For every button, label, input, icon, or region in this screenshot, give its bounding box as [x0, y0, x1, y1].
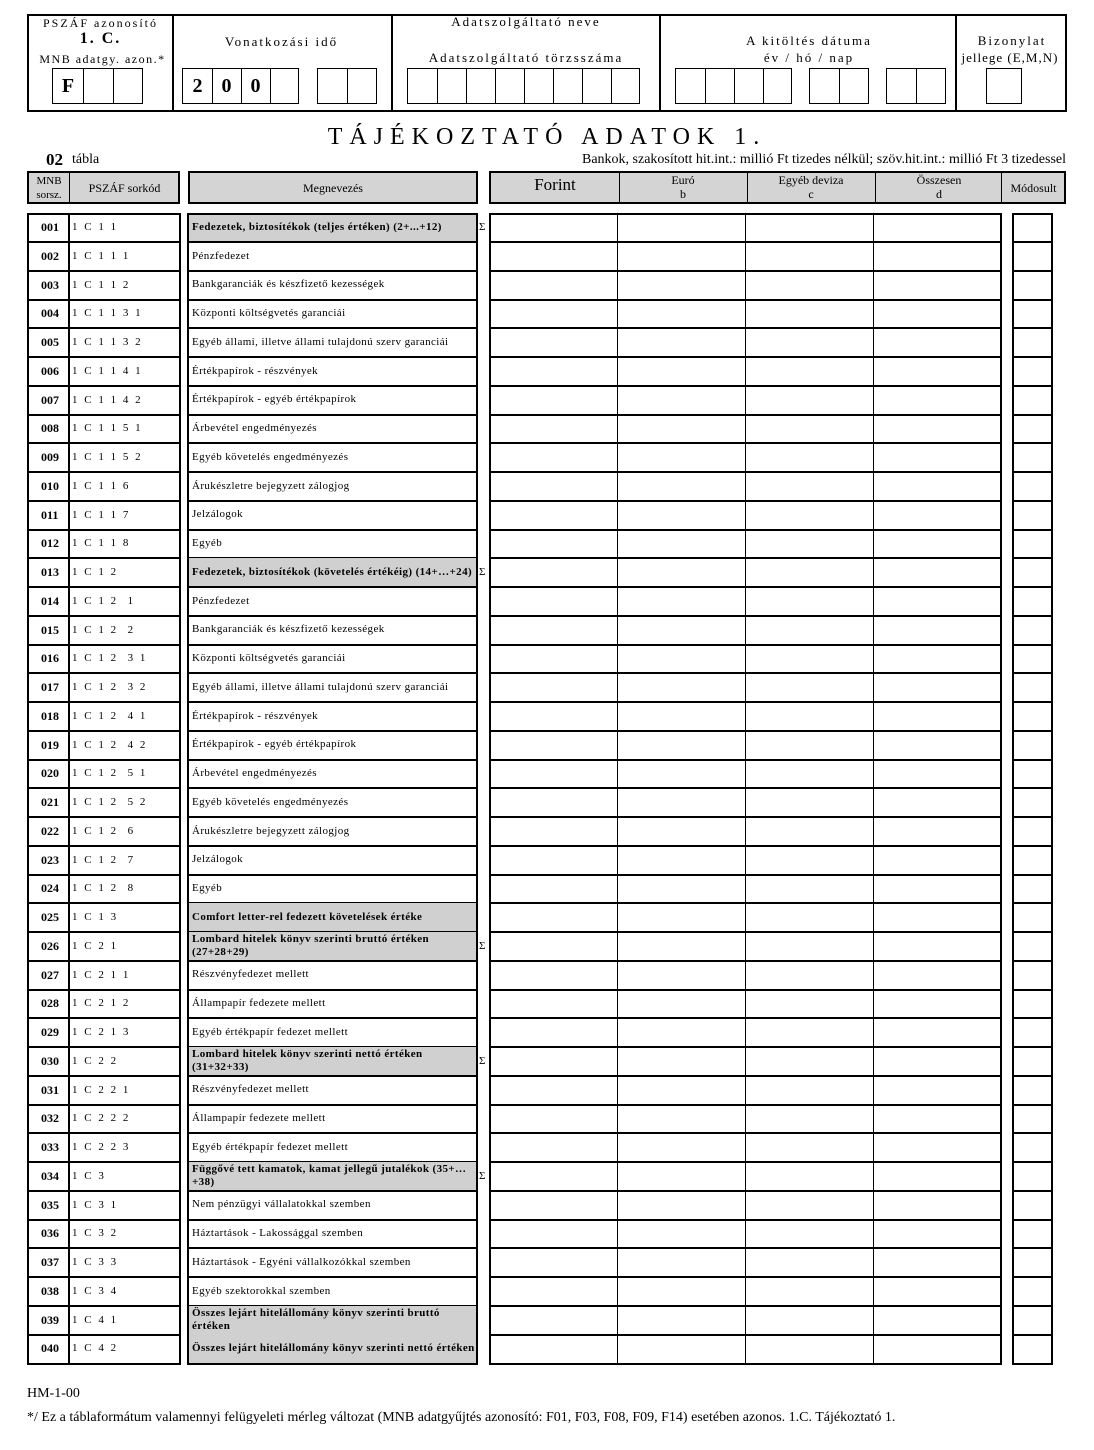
mnb-label: MNB adatgy. azon.* — [39, 52, 166, 66]
row-mnb-number: 028 — [41, 996, 59, 1011]
row-pszaf-code: 1 C 1 2 4 1 — [72, 709, 148, 722]
fill-date-label: A kitöltés dátuma — [746, 33, 872, 48]
row-pszaf-code: 1 C 2 2 3 — [72, 1141, 131, 1153]
row-mnb-number: 036 — [41, 1226, 59, 1241]
row-mnb-number: 009 — [41, 450, 59, 464]
doc-type-field[interactable] — [986, 68, 1022, 104]
row-mnb-number: 017 — [41, 680, 59, 694]
doc-type-sub: jellege (E,M,N) — [961, 50, 1059, 65]
row-mnb-number: 033 — [41, 1140, 59, 1154]
row-mnb-number: 039 — [41, 1312, 59, 1327]
row-mnb-number: 008 — [41, 421, 59, 436]
row-pszaf-code: 1 C 1 2 2 — [72, 623, 136, 636]
row-mnb-number: 012 — [41, 536, 59, 551]
row-mnb-number: 020 — [41, 766, 59, 781]
mnb-code-field[interactable] — [52, 68, 143, 104]
row-name-text: Árukészletre bejegyzett zálogjog — [192, 479, 350, 492]
row-mnb-number: 026 — [41, 938, 59, 953]
row-mnb-number: 021 — [41, 795, 59, 809]
row-name-text: Jelzálogok — [192, 853, 244, 866]
row-name-text: Bankgaranciák és készfizető kezességek — [192, 278, 385, 291]
doc-type-label: Bizonylat — [977, 33, 1047, 48]
footnote: */ Ez a táblaformátum valamennyi felügyeleti mérleg változat (MNB adatgyűjtés azonosító: F01, F03, F08, F09, F14) esetében azonos. 1.C. Tájékoztató 1. — [27, 1410, 896, 1425]
period-label: Vonatkozási idő — [224, 34, 339, 49]
sum-icon: Σ — [479, 939, 486, 952]
form-id: HM-1-00 — [27, 1386, 80, 1401]
col-header-modified: Módosult — [1010, 180, 1057, 195]
row-pszaf-code: 1 C 3 3 — [72, 1256, 119, 1268]
row-pszaf-code: 1 C 1 2 3 2 — [72, 681, 148, 693]
row-mnb-number: 030 — [41, 1053, 59, 1068]
row-pszaf-code: 1 C 1 1 3 2 — [72, 336, 143, 348]
period-digit-1: 2 — [192, 74, 203, 97]
col-header-other-sub: c — [808, 187, 814, 201]
row-pszaf-code: 1 C 1 2 3 1 — [72, 652, 148, 665]
col-header-mnb-sub: sorsz. — [36, 189, 62, 201]
row-mnb-number: 038 — [41, 1283, 59, 1298]
row-mnb-number: 040 — [41, 1341, 59, 1356]
row-pszaf-code: 1 C 1 1 1 — [72, 249, 131, 262]
row-name-text: Egyéb szektorokkal szemben — [192, 1284, 331, 1297]
col-header-total-sub: d — [936, 187, 942, 201]
row-mnb-number: 001 — [41, 220, 59, 234]
row-mnb-number: 002 — [41, 248, 59, 263]
col-header-pszaf: PSZÁF sorkód — [88, 180, 161, 195]
row-name-text: Bankgaranciák és készfizető kezességek — [192, 623, 385, 636]
row-mnb-number: 014 — [41, 593, 59, 608]
period-month-field[interactable] — [317, 68, 377, 104]
row-pszaf-code: 1 C 2 1 — [72, 939, 119, 952]
col-header-other-currency: Egyéb deviza — [778, 173, 844, 187]
row-mnb-number: 022 — [41, 823, 59, 838]
row-mnb-number: 004 — [41, 306, 59, 321]
row-pszaf-code: 1 C 1 2 6 — [72, 824, 136, 837]
row-pszaf-code: 1 C 1 1 8 — [72, 537, 131, 550]
row-mnb-number: 032 — [41, 1111, 59, 1126]
row-mnb-number: 016 — [41, 651, 59, 666]
row-mnb-number: 015 — [41, 622, 59, 637]
sum-icon: Σ — [479, 1169, 486, 1182]
fill-day-field[interactable] — [886, 68, 946, 104]
row-mnb-number: 031 — [41, 1082, 59, 1097]
row-name-text: Pénzfedezet — [192, 249, 250, 262]
row-pszaf-code: 1 C 1 1 — [72, 221, 119, 233]
sum-icon: Σ — [479, 566, 486, 578]
provider-id-field[interactable] — [407, 68, 640, 104]
row-name-text: Lombard hitelek könyv szerinti bruttó értéken (27+28+29) — [192, 933, 430, 959]
row-mnb-number: 013 — [41, 565, 59, 579]
row-mnb-number: 003 — [41, 277, 59, 292]
row-pszaf-code: 1 C 2 2 2 — [72, 1112, 131, 1125]
row-pszaf-code: 1 C 4 2 — [72, 1342, 119, 1355]
row-name-text: Központi költségvetés garanciái — [192, 652, 346, 665]
col-header-forint: Forint — [534, 175, 576, 194]
pszaf-label: PSZÁF azonosító — [42, 16, 158, 30]
col-header-mnb: MNB — [36, 175, 62, 187]
data-table — [27, 213, 1067, 1365]
row-pszaf-code: 1 C 4 1 — [72, 1313, 119, 1326]
row-pszaf-code: 1 C 1 2 5 2 — [72, 796, 148, 808]
row-pszaf-code: 1 C 2 1 2 — [72, 997, 131, 1010]
row-mnb-number: 018 — [41, 708, 59, 723]
row-name-text: Háztartások - Egyéni vállalkozókkal szemben — [192, 1255, 411, 1268]
row-mnb-number: 007 — [41, 392, 59, 407]
row-pszaf-code: 1 C 1 1 4 1 — [72, 364, 143, 377]
report-header — [27, 14, 1067, 112]
sum-icon: Σ — [479, 221, 486, 233]
row-name-text: Értékpapírok - egyéb értékpapírok — [192, 393, 357, 406]
page-title: TÁJÉKOZTATÓ ADATOK 1. — [327, 124, 767, 150]
row-pszaf-code: 1 C 1 1 7 — [72, 508, 131, 521]
row-mnb-number: 035 — [41, 1197, 59, 1212]
row-pszaf-code: 1 C 3 — [72, 1169, 106, 1182]
row-name-text: Központi költségvetés garanciái — [192, 307, 346, 320]
row-name-text: Összes lejárt hitelállomány könyv szerinti bruttó értéken — [192, 1306, 440, 1332]
col-header-codes — [27, 171, 180, 204]
row-name-text: Állampapír fedezete mellett — [192, 997, 326, 1010]
col-header-euro: Euró — [671, 173, 695, 187]
fill-date-sub: év / hó / nap — [763, 50, 855, 65]
provider-name-label: Adatszolgáltató neve — [451, 14, 601, 29]
row-pszaf-code: 1 C 1 2 4 2 — [72, 738, 148, 751]
row-name-text: Árbevétel engedményezés — [192, 422, 317, 435]
row-name-text: Egyéb követelés engedményezés — [192, 450, 349, 463]
row-mnb-number: 025 — [41, 910, 59, 924]
row-name-text: Egyéb állami, illetve állami tulajdonú szerv garanciái — [192, 335, 449, 348]
period-digit-3: 0 — [250, 74, 261, 97]
row-name-text: Részvényfedezet mellett — [192, 1083, 310, 1096]
row-name-text: Összes lejárt hitelállomány könyv szerinti nettó értéken — [192, 1342, 475, 1355]
row-name-text: Árukészletre bejegyzett zálogjog — [192, 824, 350, 837]
row-name-text: Egyéb értékpapír fedezet mellett — [192, 1025, 349, 1038]
row-name-text: Egyéb értékpapír fedezet mellett — [192, 1140, 349, 1153]
col-header-total: Összesen — [916, 173, 962, 187]
row-pszaf-code: 1 C 2 1 3 — [72, 1026, 131, 1038]
form-code: 1. C. — [79, 30, 122, 47]
row-pszaf-code: 1 C 2 2 — [72, 1054, 119, 1067]
row-pszaf-code: 1 C 1 2 — [72, 566, 119, 578]
row-pszaf-code: 1 C 1 1 6 — [72, 479, 131, 492]
row-name-text: Comfort letter-rel fedezett követelések értéke — [192, 910, 423, 923]
row-name-text: Függővé tett kamatok, kamat jellegű jutalékok (35+…+38) — [192, 1163, 467, 1189]
col-header-values — [489, 171, 1066, 204]
provider-id-label: Adatszolgáltató törzsszáma — [428, 50, 624, 65]
row-mnb-number: 034 — [41, 1168, 59, 1183]
row-pszaf-code: 1 C 1 1 5 1 — [72, 422, 143, 435]
period-digit-2: 0 — [221, 74, 232, 97]
row-pszaf-code: 1 C 1 1 3 1 — [72, 307, 143, 320]
row-mnb-number: 037 — [41, 1255, 59, 1269]
row-mnb-number: 010 — [41, 478, 59, 493]
row-pszaf-code: 1 C 1 2 8 — [72, 882, 136, 895]
row-name-text: Pénzfedezet — [192, 594, 250, 607]
row-name-text: Értékpapírok - egyéb értékpapírok — [192, 738, 357, 751]
col-header-name: Megnevezés — [188, 171, 478, 204]
row-name-text: Egyéb — [192, 882, 223, 895]
row-name-text: Egyéb állami, illetve állami tulajdonú szerv garanciái — [192, 680, 449, 693]
row-name-text: Jelzálogok — [192, 508, 244, 521]
table-label: tábla — [72, 152, 100, 167]
row-name-text: Nem pénzügyi vállalatokkal szemben — [192, 1198, 371, 1211]
row-mnb-number: 005 — [41, 335, 59, 349]
row-pszaf-code: 1 C 1 2 7 — [72, 853, 136, 866]
row-name-text: Állampapír fedezete mellett — [192, 1112, 326, 1125]
row-name-text: Fedezetek, biztosítékok (követelés értékéig) (14+…+24) — [192, 565, 473, 578]
units-note: Bankok, szakosított hit.int.: millió Ft tizedes nélkül; szöv.hit.int.: millió Ft 3 tizedessel — [581, 152, 1066, 167]
row-pszaf-code: 1 C 1 1 4 2 — [72, 393, 143, 406]
row-name-text: Lombard hitelek könyv szerinti nettó értéken (31+32+33) — [192, 1048, 423, 1074]
fill-year-field[interactable] — [675, 68, 792, 104]
row-pszaf-code: 1 C 1 2 1 — [72, 594, 136, 607]
row-mnb-number: 019 — [41, 737, 59, 752]
period-year-field[interactable] — [182, 68, 299, 104]
sum-icon: Σ — [479, 1054, 486, 1067]
row-mnb-number: 029 — [41, 1025, 59, 1039]
fill-month-field[interactable] — [809, 68, 869, 104]
row-mnb-number: 024 — [41, 881, 59, 896]
mnb-code-value: F — [61, 74, 75, 97]
row-mnb-number: 011 — [41, 507, 59, 522]
row-name-text: Részvényfedezet mellett — [192, 968, 310, 981]
row-pszaf-code: 1 C 3 2 — [72, 1227, 119, 1240]
row-name-text: Egyéb követelés engedményezés — [192, 795, 349, 808]
row-mnb-number: 027 — [41, 967, 59, 982]
row-name-text: Árbevétel engedményezés — [192, 767, 317, 780]
row-pszaf-code: 1 C 1 3 — [72, 911, 119, 923]
row-pszaf-code: 1 C 1 2 5 1 — [72, 767, 148, 780]
row-pszaf-code: 1 C 3 4 — [72, 1284, 119, 1297]
row-mnb-number: 023 — [41, 852, 59, 867]
row-pszaf-code: 1 C 2 1 1 — [72, 968, 131, 981]
row-mnb-number: 006 — [41, 363, 59, 378]
row-pszaf-code: 1 C 1 1 5 2 — [72, 451, 143, 463]
row-name-text: Értékpapírok - részvények — [192, 709, 319, 722]
row-pszaf-code: 1 C 3 1 — [72, 1198, 119, 1211]
row-name-text: Egyéb — [192, 537, 223, 550]
row-name-text: Fedezetek, biztosítékok (teljes értéken) (2+...+12) — [192, 220, 442, 233]
row-pszaf-code: 1 C 2 2 1 — [72, 1083, 131, 1096]
col-header-euro-sub: b — [680, 187, 686, 201]
row-name-text: Háztartások - Lakossággal szemben — [192, 1227, 364, 1240]
row-name-text: Értékpapírok - részvények — [192, 364, 319, 377]
table-number: 02 — [46, 150, 63, 169]
row-pszaf-code: 1 C 1 1 2 — [72, 278, 131, 291]
